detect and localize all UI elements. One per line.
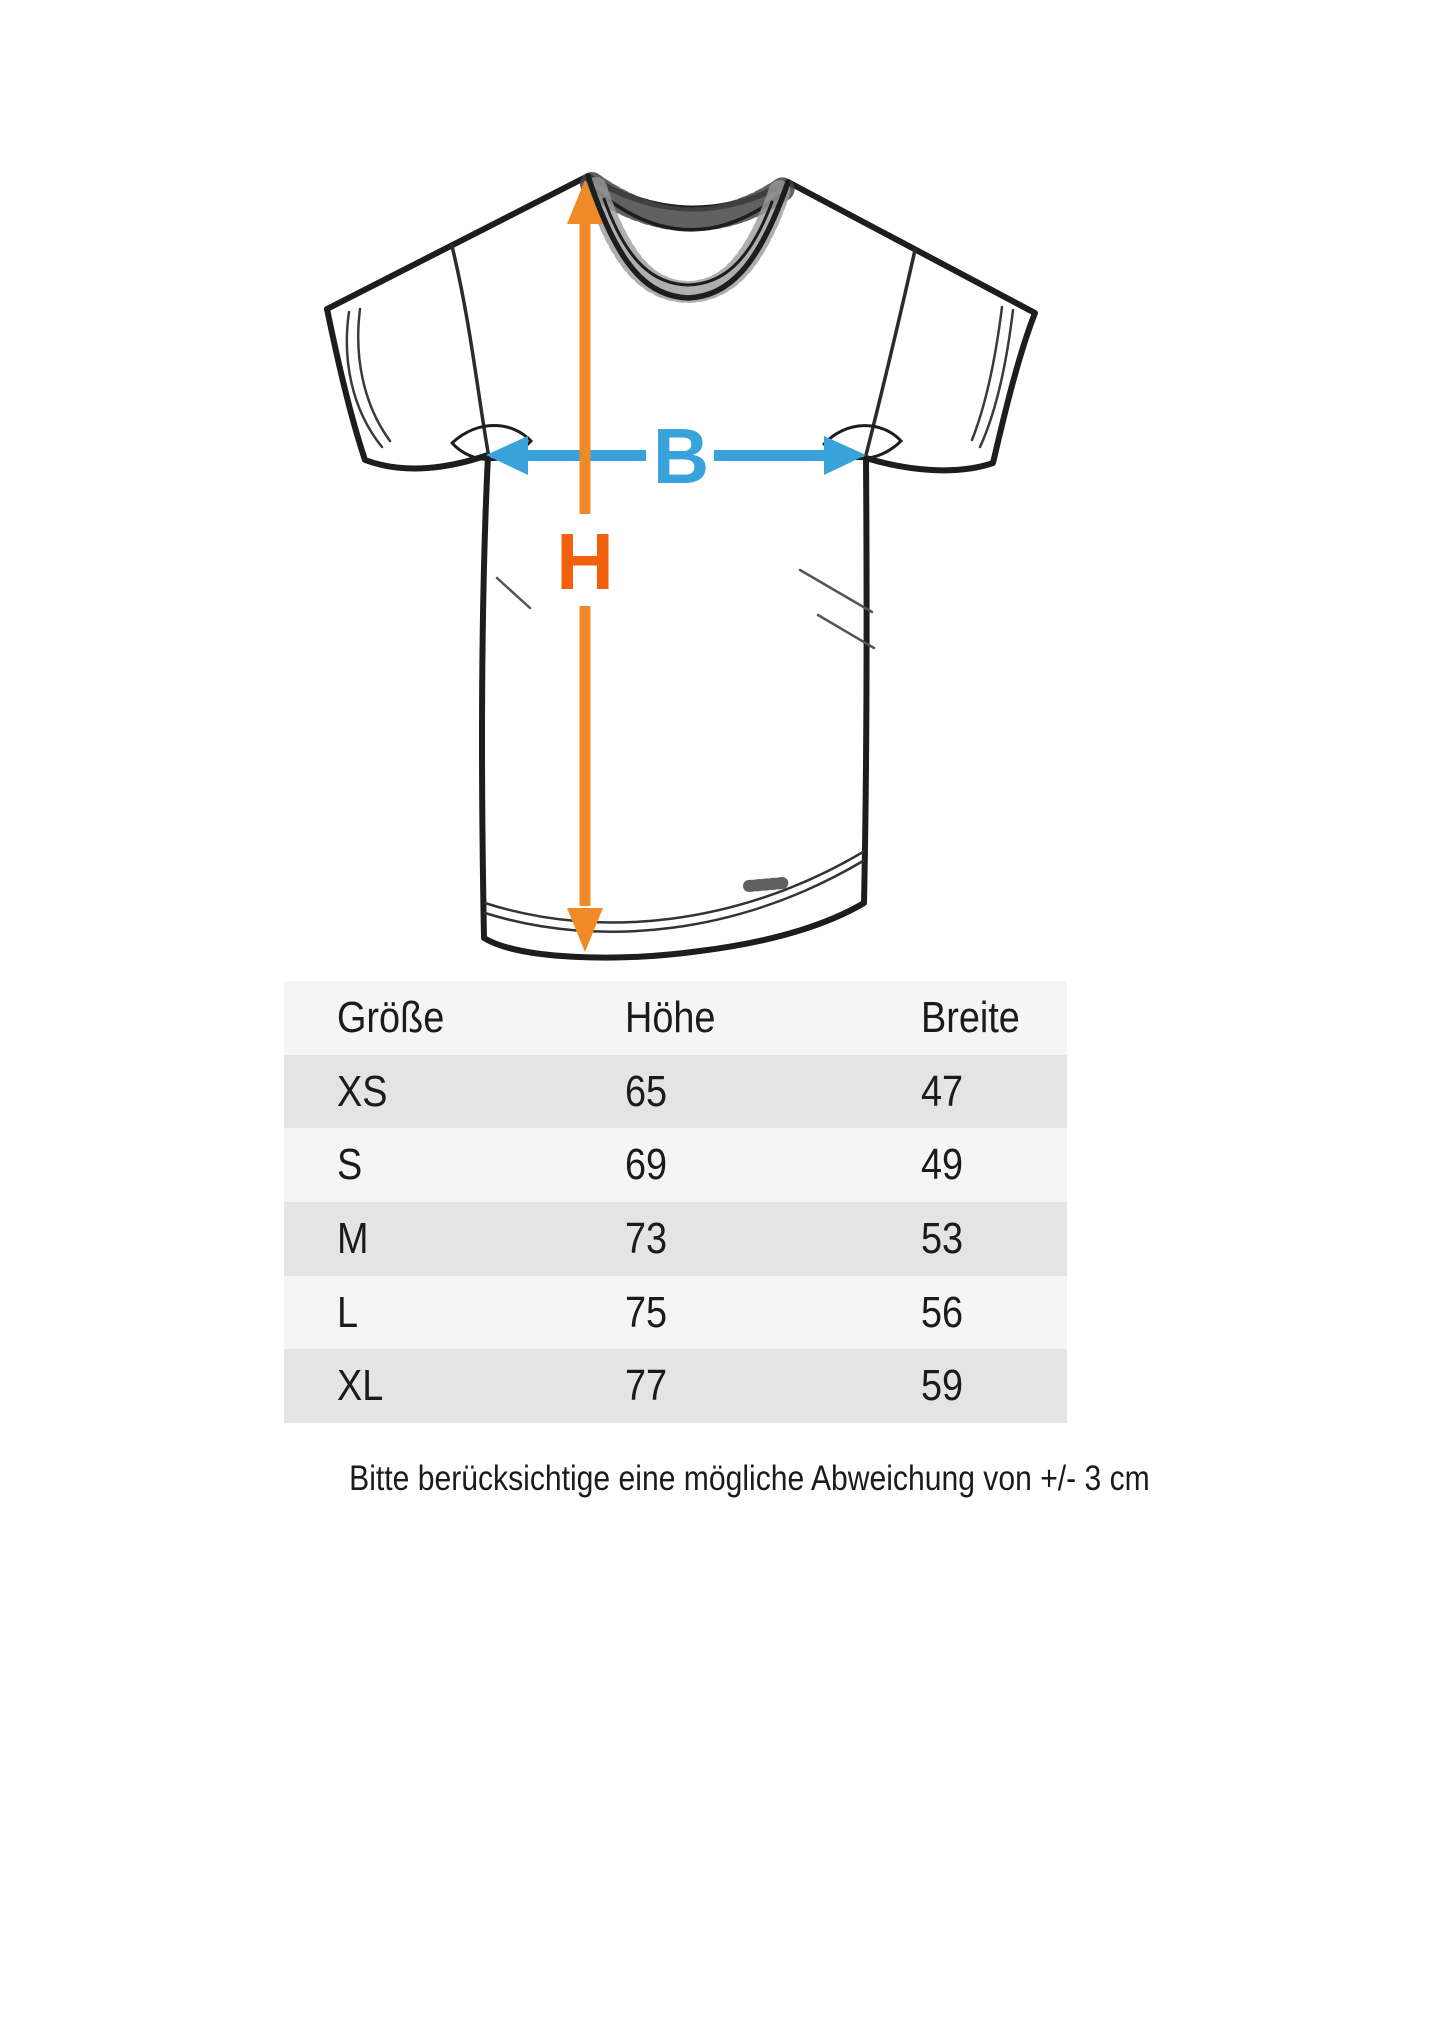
- width-value: 49: [921, 1140, 964, 1190]
- table-row-s: [284, 1128, 1067, 1202]
- height-label: H: [556, 517, 614, 606]
- width-value: 53: [921, 1213, 964, 1263]
- width-cell: [868, 1361, 1067, 1411]
- size-value: S: [337, 1140, 363, 1190]
- column-header-size-label: Größe: [337, 992, 445, 1042]
- height-cell: [572, 1067, 868, 1117]
- table-header-row: [284, 981, 1067, 1055]
- column-header-height: [572, 993, 868, 1043]
- table-row-xl: [284, 1349, 1067, 1423]
- size-value: XL: [337, 1361, 384, 1411]
- height-value: 75: [625, 1287, 668, 1337]
- height-arrow-shaft-top: [580, 218, 591, 514]
- size-cell: [284, 1288, 572, 1338]
- height-cell: [572, 1214, 868, 1264]
- size-cell: [284, 1214, 572, 1264]
- size-value: L: [337, 1287, 359, 1337]
- size-value: M: [337, 1213, 369, 1263]
- width-value: 47: [921, 1066, 964, 1116]
- hem-tag-marks: [749, 883, 783, 886]
- size-table: [284, 981, 1067, 1423]
- table-row-l: [284, 1276, 1067, 1350]
- width-cell: [868, 1140, 1067, 1190]
- size-cell: [284, 1067, 572, 1117]
- tolerance-note: [284, 1459, 1150, 1499]
- height-cell: [572, 1288, 868, 1338]
- height-cell: [572, 1140, 868, 1190]
- height-arrow-shaft-bottom: [580, 606, 591, 906]
- table-row-xs: [284, 1055, 1067, 1129]
- tolerance-note-text: Bitte berücksichtige eine mögliche Abweichung von +/- 3 cm: [349, 1459, 1150, 1498]
- column-header-width-label: Breite: [921, 992, 1020, 1042]
- width-label: B: [652, 412, 710, 500]
- tshirt-diagram: [0, 0, 1445, 1000]
- size-value: XS: [337, 1066, 388, 1116]
- width-value: 56: [921, 1287, 964, 1337]
- width-value: 59: [921, 1361, 964, 1411]
- height-value: 65: [625, 1066, 668, 1116]
- width-cell: [868, 1214, 1067, 1264]
- height-value: 73: [625, 1213, 668, 1263]
- column-header-width: [868, 993, 1067, 1043]
- width-cell: [868, 1067, 1067, 1117]
- width-cell: [868, 1288, 1067, 1338]
- column-header-height-label: Höhe: [625, 992, 716, 1042]
- size-cell: [284, 1140, 572, 1190]
- height-value: 69: [625, 1140, 668, 1190]
- width-arrow-shaft-right: [714, 450, 828, 461]
- table-row-m: [284, 1202, 1067, 1276]
- size-cell: [284, 1361, 572, 1411]
- column-header-size: [284, 993, 572, 1043]
- height-value: 77: [625, 1361, 668, 1411]
- height-cell: [572, 1361, 868, 1411]
